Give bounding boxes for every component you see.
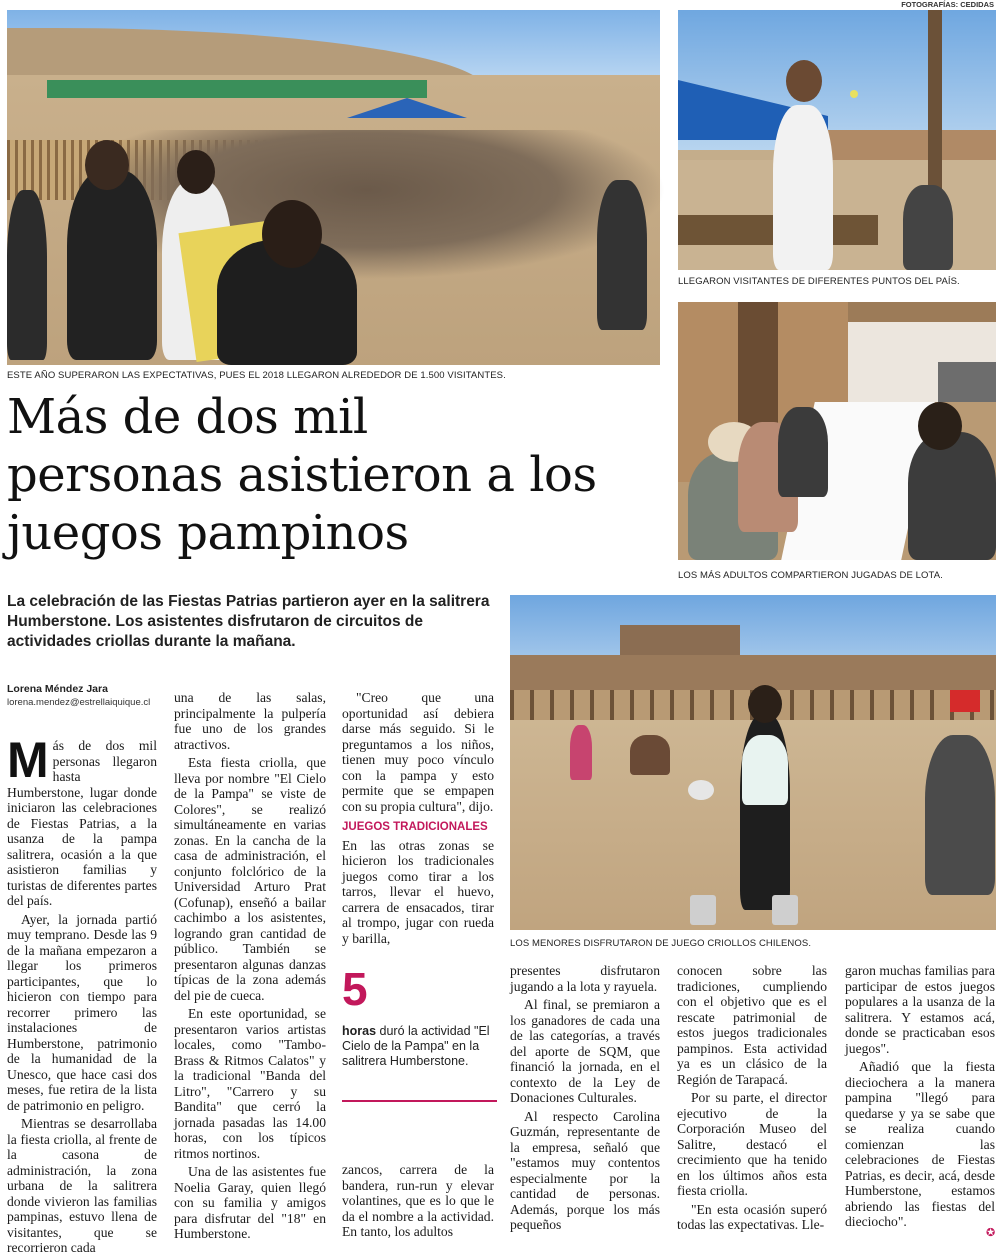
byline-author: Lorena Méndez Jara bbox=[7, 683, 108, 695]
factbox-rule bbox=[342, 1100, 497, 1102]
article-column-6 bbox=[845, 963, 995, 1233]
column-4-paragraph-2: Al final, se premiaron a los ganadores de cada una de las categorías, a través del aporte de SQM, que financió la jornada, en el contexto de la Ley de Donaciones Culturales. bbox=[510, 997, 660, 1105]
top-right-photo-caption: LLEGARON VISITANTES DE DIFERENTES PUNTOS DEL PAÍS. bbox=[678, 276, 960, 287]
column-2-paragraph-3: En este oportunidad, se presentaron varios artistas locales, como "Tambo-Brass & Ritmos Calatos" y la tradicional "Banda del Litro", "Carrero y su Bandita" que cerró la jornada pasadas las 14.00 horas, con los típicos ritmos nortinos. bbox=[174, 1006, 326, 1161]
top-right-photo bbox=[678, 10, 996, 270]
photo-credit: FOTOGRAFÍAS: CEDIDAS bbox=[901, 0, 994, 9]
column-5-paragraph-3: "En esta ocasión superó todas las expectativas. Lle- bbox=[677, 1201, 827, 1232]
byline-email[interactable]: lorena.mendez@estrellaiquique.cl bbox=[7, 697, 151, 708]
factbox-number: 5 bbox=[342, 963, 368, 1015]
column-5-paragraph-1: conocen sobre las tradiciones, cumpliendo con el objetivo que es el rescate patrimonial de estos juegos tradicionales pampinos. Esta actividad ya es un clásico de la Región de Tarapacá. bbox=[677, 963, 827, 1087]
dropcap: M bbox=[7, 732, 49, 788]
column-4-paragraph-3: Al respecto Carolina Guzmán, representante de la empresa, señaló que "estamos muy contentos especialmente por la cantidad de personas. Además, porque los más pequeños bbox=[510, 1108, 660, 1232]
deck: La celebración de las Fiestas Patrias partieron ayer en la salitrera Humberstone. Los asistentes disfrutaron de circuitos de actividades criollas durante la mañana. bbox=[7, 593, 490, 650]
article-column-4 bbox=[510, 963, 660, 1236]
main-photo bbox=[7, 10, 660, 365]
factbox bbox=[342, 1024, 492, 1069]
factbox-bold: horas bbox=[342, 1024, 377, 1038]
end-mark-icon: ✪ bbox=[986, 1227, 996, 1239]
column-5-paragraph-2: Por su parte, el director ejecutivo de la Corporación Museo del Salitre, destacó el crecimiento que ha tenido en los últimos años esta fiesta criolla. bbox=[677, 1090, 827, 1198]
factbox-text: duró la actividad "El Cielo de la Pampa" en la salitrera Humberstone. bbox=[342, 1024, 490, 1068]
article-column-2 bbox=[174, 690, 326, 1245]
column-3-paragraph-2: En las otras zonas se hicieron los tradicionales juegos como tirar a los tarros, llevar el huevo, carrera de ensacados, tirar al trompo, jugar con rueda y barilla, bbox=[342, 837, 494, 946]
column-3-paragraph-1: "Creo que una oportunidad así debiera darse más seguido. Si le preguntamos a los niños, tienen muy poco vínculo con la pampa y esto permite que se empapen con su propia cultura", dijo. bbox=[342, 690, 494, 814]
bottom-right-photo bbox=[510, 595, 996, 930]
article-column-3 bbox=[342, 690, 494, 949]
column-2-paragraph-1: una de las salas, principalmente la pulpería fue uno de los grandes atractivos. bbox=[174, 690, 326, 752]
mid-right-photo-caption: LOS MÁS ADULTOS COMPARTIERON JUGADAS DE LOTA. bbox=[678, 570, 943, 581]
article-column-3-bottom bbox=[342, 1162, 494, 1243]
mid-right-photo bbox=[678, 302, 996, 560]
bottom-right-photo-caption: LOS MENORES DISFRUTARON DE JUEGO CRIOLLOS CHILENOS. bbox=[510, 938, 812, 949]
column-1-paragraph-2: Ayer, la jornada partió muy temprano. Desde las 9 de la mañana empezaron a llegar los primeros participantes, que lo hicieron con tiempo para recorrer primero las instalaciones de Humberstone, patrimonio de la humanidad de la Unesco, que hace casi dos meses, fue retira de la lista de patrimonio en peligro. bbox=[7, 911, 157, 1113]
column-1-paragraph-3: Mientras se desarrollaba la fiesta criolla, al frente de la casona de administración, la zona urbana de la salitrera donde vivieron las familias pampinas, estuvo llena de visitantes, que se recorrieron cada bbox=[7, 1116, 157, 1255]
column-6-paragraph-1: garon muchas familias para participar de estos juegos populares a la usanza de la salitrera. Y estamos acá, donde se practicaban esos juegos". bbox=[845, 963, 995, 1056]
column-3-paragraph-3: zancos, carrera de la bandera, run-run y elevar volantines, que es lo que le da el nombre a la actividad. En tanto, los adultos bbox=[342, 1162, 494, 1239]
section-subhead: JUEGOS TRADICIONALES bbox=[342, 821, 488, 833]
main-photo-caption: ESTE AÑO SUPERARON LAS EXPECTATIVAS, PUES EL 2018 LLEGARON ALREDEDOR DE 1.500 VISITANTES. bbox=[7, 370, 506, 381]
article-column-1 bbox=[7, 732, 157, 1259]
article-column-5 bbox=[677, 963, 827, 1236]
column-1-paragraph-1: Más de dos mil personas llegaron hasta Humberstone, lugar donde iniciaron las celebraciones de Fiestas Patrias, a la usanza de la pampa salitrera, ocasión a la que asistieron familias y turistas de diferentes partes del país. bbox=[7, 732, 157, 908]
column-2-paragraph-2: Esta fiesta criolla, que lleva por nombre "El Cielo de la Pampa" se viste de Colores", se realizó simultáneamente en varias zonas. En la cancha de la casa de administración, el conjunto folclórico de la Universidad Arturo Prat (Cofunap), enseñó a bailar cachimbo a los asistentes, logrando gran cantidad de público. También se presentaron algunas danzas típicas de la zona además del pie de cueca. bbox=[174, 755, 326, 1003]
column-6-paragraph-2: Añadió que la fiesta dieciochera a la manera pampina "llegó para quedarse y ya se sabe que se realiza cuando comienzan las celebraciones de Fiestas Patrias, es decir, acá, desde Humberstone, estamos abriendo las fiestas del dieciocho". bbox=[845, 1059, 995, 1229]
headline: Más de dos mil personas asistieron a los juegos pampinos bbox=[7, 389, 597, 561]
column-2-paragraph-4: Una de las asistentes fue Noelia Garay, quien llegó con su familia y amigos para disfrutar del "18" en Humberstone. bbox=[174, 1164, 326, 1241]
column-4-paragraph-1: presentes disfrutaron jugando a la lota y rayuela. bbox=[510, 963, 660, 994]
